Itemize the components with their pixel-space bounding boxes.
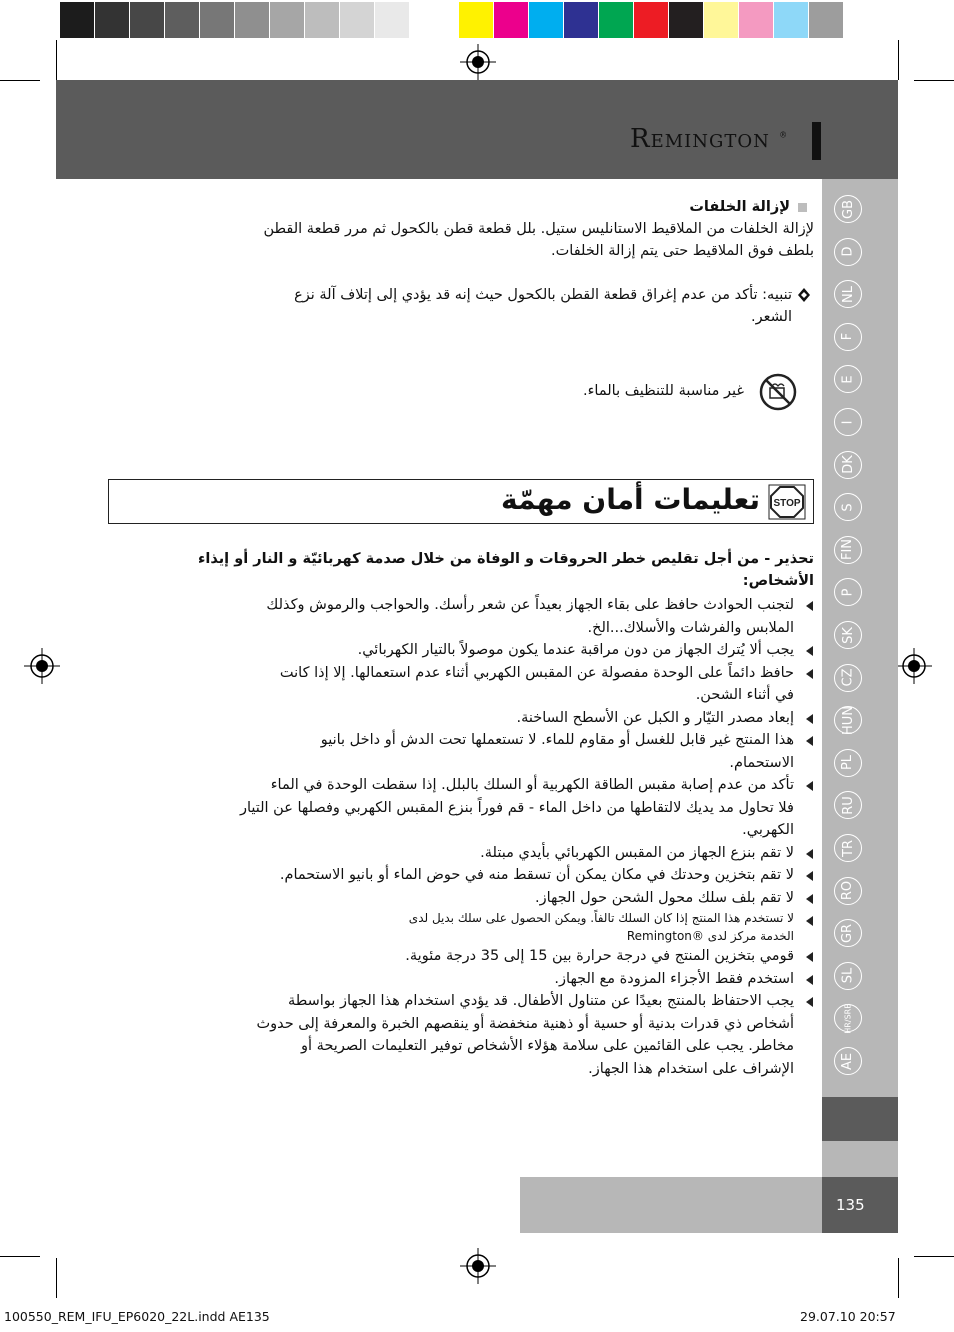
safety-bullet-text: لتجنب الحوادث حافظ على بقاء الجهاز بعيداً عن شعر رأسك. والحواجب والرموش وكذلك	[266, 597, 794, 613]
safety-bullet-text: فلا تحاول مد يديك لالتقاطها من داخل الماء - قم فوراً بنزع المقبس الكهربي وفصلها عن التيار	[239, 799, 794, 816]
language-tab-gr[interactable]	[834, 919, 862, 947]
crop-mark	[898, 1258, 899, 1298]
language-tab-label: AE	[840, 1052, 856, 1070]
stop-sign-icon	[768, 484, 806, 520]
registration-mark-icon	[460, 44, 496, 80]
body-text: لإزالة الخلفات من الملاقيط الاستانليس ستيل. بلل قطعة قطن بالكحول ثم مرر قطعة القطن	[263, 221, 814, 237]
color-swatch	[95, 2, 130, 38]
section-marker	[798, 203, 807, 212]
safety-bullet-text: الإشراف على استخدام هذا الجهاز.	[588, 1060, 794, 1077]
safety-bullet-text: لا تستخدم هذا المنتج إذا كان السلك تالفاً. ويمكن الحصول على سلك بديل لدى	[408, 911, 794, 925]
language-tab-label: F	[840, 333, 856, 341]
crop-mark	[914, 1256, 954, 1257]
bullet-icon	[806, 894, 813, 904]
safety-bullet-text: قومي بتخزين المنتج في درجة حرارة بين 15 إلى 35 درجة مئوية.	[405, 948, 794, 964]
safety-bullet-text: الملابس والفرشات والأسلاك...الخ.	[587, 619, 794, 636]
color-calibration-bar	[60, 2, 844, 38]
color-swatch	[410, 2, 445, 38]
language-tab-dk[interactable]	[834, 451, 862, 479]
registration-mark-icon	[896, 648, 932, 684]
language-tab-ro[interactable]	[834, 877, 862, 905]
color-swatch	[130, 2, 165, 38]
color-swatch	[235, 2, 270, 38]
bullet-icon	[806, 975, 813, 985]
language-tab-i[interactable]	[834, 408, 862, 436]
language-tab-label: RO	[840, 880, 856, 901]
crop-mark	[56, 40, 57, 80]
color-swatch	[459, 2, 494, 38]
language-tab-label: I	[840, 420, 856, 424]
bullet-icon	[806, 781, 813, 791]
language-tab-nl[interactable]	[834, 280, 862, 308]
safety-bullet-text: الكهربي.	[742, 822, 794, 838]
safety-bullet-text: الاستحمام.	[729, 754, 794, 771]
safety-bullet-text: استخدم فقط الأجزاء المزودة مع الجهاز.	[554, 970, 794, 987]
active-language-band	[822, 1097, 898, 1141]
safety-bullet-text: هذا المنتج غير قابل للغسل أو مقاوم للماء. لا تستعملها تحت الدش أو داخل بانيو	[320, 732, 794, 748]
bullet-icon	[806, 849, 813, 859]
page-number: 135	[836, 1196, 865, 1214]
language-tab-label: HR/SRB	[843, 1003, 853, 1034]
crop-mark	[914, 80, 954, 81]
color-swatch	[774, 2, 809, 38]
crop-mark	[0, 1256, 40, 1257]
safety-bullet-text: لا تقم بنزع الجهاز من المقبس الكهربائي بأيدي مبتلة.	[480, 844, 794, 861]
language-tab-hun[interactable]	[834, 706, 862, 734]
language-tab-tr[interactable]	[834, 834, 862, 862]
language-tab-sk[interactable]	[834, 621, 862, 649]
language-tab-sl[interactable]	[834, 962, 862, 990]
bullet-icon	[806, 669, 813, 679]
crop-mark	[898, 40, 899, 80]
language-tab-ae[interactable]	[834, 1047, 862, 1075]
language-tab-label: CZ	[840, 668, 856, 687]
language-tab-gb[interactable]	[834, 195, 862, 223]
safety-bullet-text: مخاطر. يجب على القائمين على سلامة هؤلاء الأشخاص توفير التعليمات الصريحة أو	[301, 1038, 794, 1054]
caution-text: الشعر.	[751, 309, 792, 325]
language-tab-pl[interactable]	[834, 749, 862, 777]
language-tab-label: E	[840, 375, 856, 384]
language-tab-label: NL	[840, 285, 856, 303]
page-number-band	[520, 1177, 824, 1233]
color-swatch	[305, 2, 340, 38]
color-swatch	[375, 2, 410, 38]
language-tab-cz[interactable]	[834, 664, 862, 692]
language-tab-label: DK	[840, 455, 856, 474]
bullet-icon	[806, 871, 813, 881]
color-swatch	[564, 2, 599, 38]
bullet-icon	[806, 952, 813, 962]
language-tab-label: S	[840, 503, 856, 512]
safety-bullet-text: Remington® الخدمة مركز لدى	[626, 929, 794, 943]
safety-bullet-text: لا تقم بلف سلك محول الشحن حول الجهاز.	[534, 889, 794, 906]
no-water-icon	[758, 372, 798, 412]
registration-mark-icon	[460, 1248, 496, 1284]
color-swatch	[529, 2, 564, 38]
language-tab-fin[interactable]	[834, 536, 862, 564]
language-tab-label: PL	[840, 755, 856, 771]
language-tab-label: TR	[840, 839, 856, 857]
color-swatch	[739, 2, 774, 38]
trademark-symbol: ®	[779, 130, 789, 140]
color-swatch	[494, 2, 529, 38]
color-swatch	[599, 2, 634, 38]
color-swatch	[704, 2, 739, 38]
language-tab-s[interactable]	[834, 493, 862, 521]
color-swatch	[165, 2, 200, 38]
color-swatch	[634, 2, 669, 38]
safety-bullet-text: أشخاص ذي قدرات بدنية أو حسية أو ذهنية منخفضة أو ينقصهم الخبرة والمعرفة إلى حدوث	[256, 1015, 794, 1032]
warning-text: تحذير - من أجل تقليص خطر الحروقات و الوفاة من خلال صدمة كهربائيّة و النار أو إيذاء	[197, 551, 814, 567]
language-tab-label: SL	[840, 968, 856, 984]
safety-heading: تعليمات أمان مهمّة	[500, 483, 760, 516]
footer-file: 100550_REM_IFU_EP6020_22L.indd AE135	[4, 1309, 270, 1324]
safety-bullet-text: تأكد من عدم إصابة مقبس الطاقة الكهربية أو السلك بالبلل. إذا سقطت الوحدة في الماء	[270, 777, 794, 793]
language-tab-label: RU	[840, 796, 856, 815]
language-tab-d[interactable]	[834, 238, 862, 266]
bullet-icon	[806, 916, 813, 926]
footer-date: 29.07.10 20:57	[800, 1309, 896, 1324]
safety-bullet-text: لا تقم بتخزين وحدتك في مكان يمكن أن تسقط منه في حوض الماء أو بانيو الاستحمام.	[279, 867, 794, 883]
crop-mark	[56, 1258, 57, 1298]
warning-text: الأشخاص:	[742, 573, 814, 589]
color-swatch	[809, 2, 844, 38]
language-tab-label: SK	[840, 626, 856, 644]
stop-sign-label: STOP	[773, 498, 801, 509]
bullet-icon	[806, 714, 813, 724]
color-swatch	[200, 2, 235, 38]
not-washable-text: غير مناسبة للتنظيف بالماء.	[583, 383, 744, 399]
body-text: بلطف فوق الملاقيط حتى يتم إزالة الخلفات.	[551, 243, 814, 259]
language-tab-label: FIN	[840, 539, 856, 561]
bullet-icon	[806, 601, 813, 611]
brand-logo: Remington ®	[630, 124, 789, 154]
color-swatch	[270, 2, 305, 38]
color-swatch	[340, 2, 375, 38]
crop-mark	[0, 80, 40, 81]
bullet-icon	[806, 646, 813, 656]
color-swatch	[60, 2, 95, 38]
safety-bullet-text: يجب ألا يُترك الجهاز من دون مراقبة عندما يكون موصولاً بالتيار الكهربائي.	[357, 642, 794, 658]
language-tab-label: GR	[840, 923, 856, 943]
bullet-icon	[806, 736, 813, 746]
caution-text: تنبيه: تأكد من عدم إغراق قطعة القطن بالكحول حيث إنه قد يؤدي إلى إتلاف آلة نزع	[294, 287, 792, 303]
language-tab-label: HUN	[840, 705, 856, 735]
language-tab-label: D	[840, 246, 856, 257]
registration-mark-icon	[24, 648, 60, 684]
caution-icon	[797, 287, 811, 303]
safety-bullet-text: حافظ دائماً على الوحدة مفصولة عن المقبس الكهربي أثناء عدم استعمالها. إلا إذا كانت	[279, 664, 794, 681]
safety-bullet-text: يجب الاحتفاظ بالمنتج بعيدًا عن متناول الأطفال. قد يؤدي استخدام هذا الجهاز بواسطة	[287, 993, 794, 1009]
logo-bar	[812, 122, 821, 160]
language-tab-label: GB	[840, 199, 856, 219]
language-tab-label: P	[840, 588, 856, 597]
bullet-icon	[806, 997, 813, 1007]
language-tab-f[interactable]	[834, 323, 862, 351]
section-title: لإزالة الخلفات	[689, 199, 790, 215]
safety-bullet-text: في أثناء الشحن.	[695, 687, 794, 703]
safety-bullet-text: إبعاد مصدر التيّار و الكبل عن الأسطح الساخنة.	[516, 709, 794, 726]
color-swatch	[669, 2, 704, 38]
